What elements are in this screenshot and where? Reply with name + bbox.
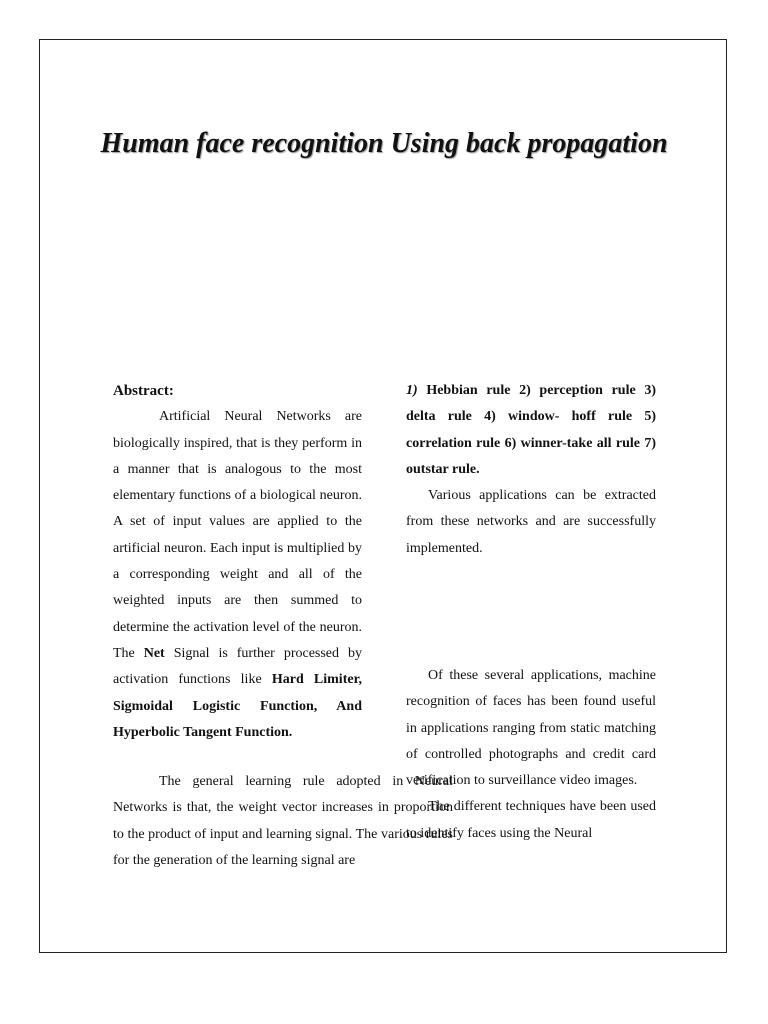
- techniques-paragraph: The different techniques have been used to identify faces using the Neural: [406, 799, 656, 841]
- left-column: [113, 378, 362, 746]
- right-column: [406, 378, 656, 562]
- rules-number: 1): [406, 383, 418, 398]
- learning-rule-paragraph: The general learning rule adopted in Neural Networks is that, the weight vector increases in proportion to the product of input and learning signal. The various rules for the generation of the learning signal are: [113, 774, 453, 868]
- right-column-lower: [406, 663, 656, 847]
- activation-functions: Hard Limiter, Sigmoidal Logistic Function, And Hyperbolic Tangent Function.: [113, 672, 362, 740]
- abstract-heading: Abstract:: [113, 383, 174, 399]
- applications-paragraph: Various applications can be extracted from these networks and are successfully implemented.: [406, 488, 656, 556]
- abstract-paragraph-1: [113, 404, 362, 746]
- abstract-text-a: Artificial Neural Networks are biologically inspired, that is they perform in a manner that is analogous to the most elementary functions of a biological neuron. A set of input values are applied to the artificial neuron. Each input is multiplied by a corresponding weight and all of the weighted inputs are then summed to determine the activation level of the neuron. The: [113, 409, 362, 661]
- abstract-text-b: Signal is further processed by activation functions like: [113, 645, 362, 688]
- face-recognition-paragraph: Of these several applications, machine recognition of faces has been found useful in applications ranging from static matching of controlled photographs and credit card verification to surveillance video images.: [406, 668, 656, 789]
- learning-rule-paragraph-block: [113, 769, 453, 874]
- document-title: Human face recognition Using back propagation: [100, 128, 668, 159]
- net-term: Net: [143, 645, 165, 661]
- rules-list: [406, 378, 656, 483]
- rules-text: Hebbian rule 2) perception rule 3) delta rule 4) window- hoff rule 5) correlation rule 6) winner-take all rule 7) outstar rule.: [406, 383, 656, 477]
